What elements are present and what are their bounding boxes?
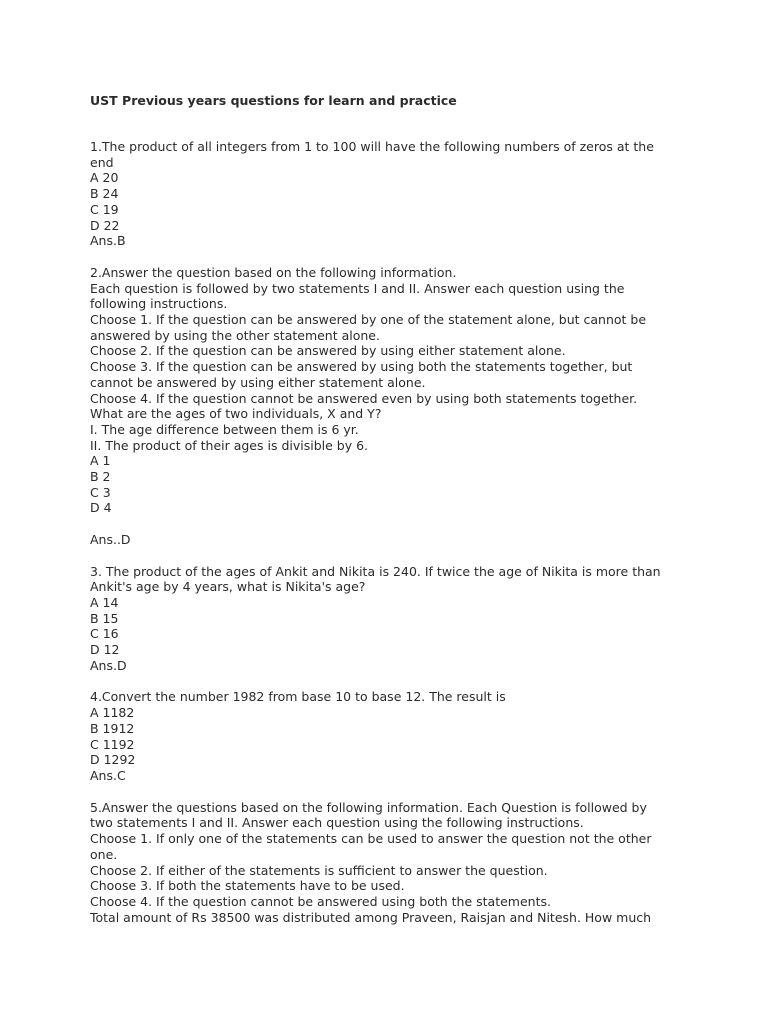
q3-option: A 14 bbox=[90, 594, 119, 610]
q5-line: one. bbox=[90, 846, 118, 862]
q3-line: 3. The product of the ages of Ankit and Nikita is 240. If twice the age of Nikita is more than bbox=[90, 563, 661, 579]
q4-answer: Ans.C bbox=[90, 768, 126, 783]
q5-line: 5.Answer the questions based on the following information. Each Question is followed by bbox=[90, 799, 647, 815]
question-5 bbox=[90, 800, 680, 926]
question-3 bbox=[90, 564, 680, 674]
q1-option: D 22 bbox=[90, 217, 120, 233]
q2-line: 2.Answer the question based on the following information. bbox=[90, 264, 457, 280]
q4-option: A 1182 bbox=[90, 705, 135, 721]
q5-line: Choose 4. If the question cannot be answered using both the statements. bbox=[90, 893, 551, 909]
document-page bbox=[90, 92, 680, 941]
q5-line: two statements I and II. Answer each question using the following instructions. bbox=[90, 815, 584, 831]
q5-line: Choose 3. If both the statements have to be used. bbox=[90, 878, 405, 894]
question-2 bbox=[90, 265, 680, 548]
q2-line: Each question is followed by two statements I and II. Answer each question using the bbox=[90, 280, 625, 296]
q2-option: C 3 bbox=[90, 484, 111, 500]
q1-option: B 24 bbox=[90, 186, 119, 202]
q5-line: Choose 1. If only one of the statements can be used to answer the question not the other bbox=[90, 831, 652, 847]
q2-line: Choose 2. If the question can be answered by using either statement alone. bbox=[90, 343, 566, 359]
q4-line: 4.Convert the number 1982 from base 10 to base 12. The result is bbox=[90, 689, 506, 705]
q2-line: Choose 3. If the question can be answered by using both the statements together, but bbox=[90, 359, 633, 375]
q4-option: C 1192 bbox=[90, 736, 135, 752]
q2-option: B 2 bbox=[90, 469, 111, 485]
q3-option: D 12 bbox=[90, 642, 120, 658]
q2-line: Choose 4. If the question cannot be answered even by using both statements together. bbox=[90, 390, 638, 406]
q2-line: cannot be answered by using either statement alone. bbox=[90, 374, 426, 390]
q2-answer: Ans..D bbox=[90, 531, 131, 547]
q3-line: Ankit's age by 4 years, what is Nikita's age? bbox=[90, 579, 366, 595]
q3-option: B 15 bbox=[90, 610, 119, 626]
q2-line: following instructions. bbox=[90, 296, 228, 312]
q2-line: II. The product of their ages is divisible by 6. bbox=[90, 437, 369, 453]
q1-option: A 20 bbox=[90, 170, 119, 186]
q2-option: D 4 bbox=[90, 500, 112, 516]
question-1 bbox=[90, 139, 680, 249]
q1-option: C 19 bbox=[90, 201, 119, 217]
q1-line: end bbox=[90, 154, 114, 170]
q2-line: Choose 1. If the question can be answered by one of the statement alone, but cannot be bbox=[90, 312, 647, 328]
q5-line: Choose 2. If either of the statements is sufficient to answer the question. bbox=[90, 862, 548, 878]
q5-line: Total amount of Rs 38500 was distributed among Praveen, Raisjan and Nitesh. How much bbox=[90, 909, 652, 925]
q3-option: C 16 bbox=[90, 626, 119, 642]
q1-answer: Ans.B bbox=[90, 233, 126, 249]
q2-option: A 1 bbox=[90, 453, 111, 469]
blank-line bbox=[90, 516, 680, 532]
q4-option: D 1292 bbox=[90, 752, 136, 768]
q2-line: What are the ages of two individuals, X and Y? bbox=[90, 406, 382, 422]
q4-option: B 1912 bbox=[90, 720, 135, 736]
q3-answer: Ans.D bbox=[90, 657, 127, 673]
question-4 bbox=[90, 689, 680, 783]
q1-line: 1.The product of all integers from 1 to 100 will have the following numbers of zeros at the bbox=[90, 139, 654, 154]
document-title: UST Previous years questions for learn and practice bbox=[90, 93, 457, 108]
q2-line: answered by using the other statement alone. bbox=[90, 327, 380, 343]
q2-line: I. The age difference between them is 6 yr. bbox=[90, 421, 359, 437]
